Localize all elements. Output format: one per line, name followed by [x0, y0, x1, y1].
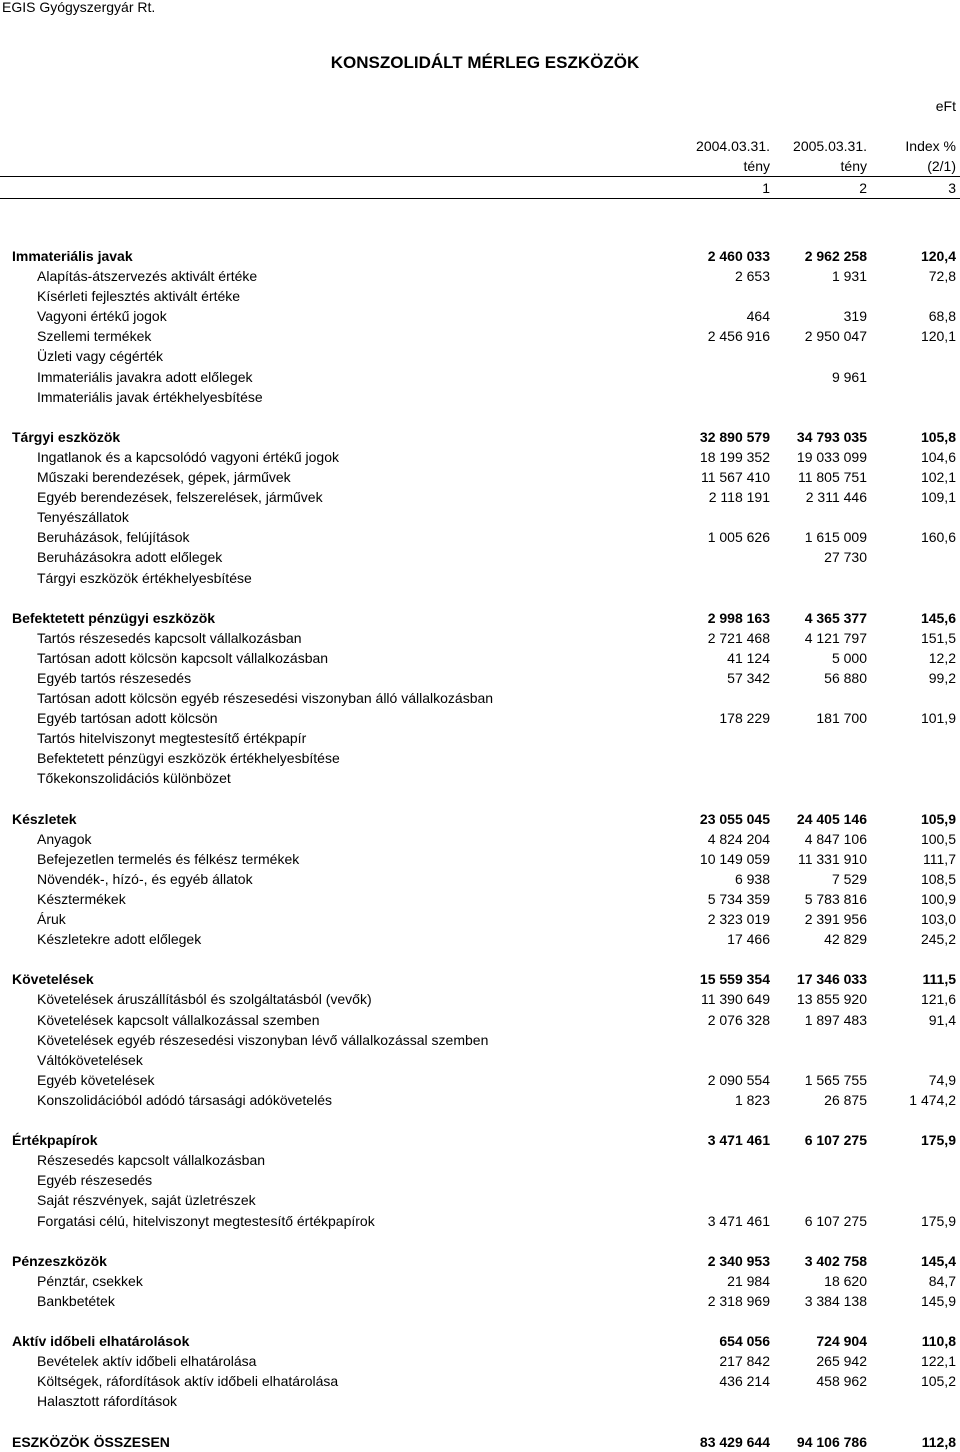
value-index: 121,6: [920, 991, 956, 1008]
table-row: [0, 1090, 960, 1110]
value-2005: 265 942: [816, 1353, 867, 1370]
value-index: 101,9: [920, 710, 956, 727]
value-index: 1 474,2: [909, 1091, 956, 1108]
value-index: 102,1: [920, 469, 956, 486]
value-index: 151,5: [920, 629, 956, 646]
row-label: Értékpapírok: [12, 1132, 98, 1149]
row-label: Készletek: [12, 810, 77, 827]
value-2005: 27 730: [824, 549, 867, 566]
value-2005: 6 107 275: [804, 1132, 867, 1149]
value-index: 68,8: [928, 308, 956, 325]
value-2005: 34 793 035: [796, 428, 867, 445]
value-index: 105,8: [920, 428, 956, 445]
section-total-row: [0, 969, 960, 989]
value-2005: 2 950 047: [804, 328, 867, 345]
table-row: [0, 1371, 960, 1391]
table-row: [0, 346, 960, 366]
row-label: Befektetett pénzügyi eszközök: [12, 609, 216, 626]
section-total-row: [0, 1130, 960, 1150]
value-2004: 57 342: [727, 669, 770, 686]
value-2005: 11 805 751: [797, 469, 867, 486]
value-2004: 17 466: [727, 931, 770, 948]
value-2004: 2 456 916: [707, 328, 770, 345]
spacer-row: [0, 588, 960, 608]
table-row: [0, 628, 960, 648]
row-label: Követelések kapcsolt vállalkozással szemben: [37, 1011, 320, 1028]
company-name: EGIS Gyógyszergyár Rt.: [2, 0, 156, 15]
row-label: Aktív időbeli elhatárolások: [12, 1333, 190, 1350]
row-label: Követelések: [12, 971, 94, 988]
row-label: Vagyoni értékű jogok: [37, 308, 167, 325]
value-2004: 2 118 191: [708, 489, 770, 506]
value-2005: 9 961: [831, 368, 867, 385]
row-label: Egyéb berendezések, felszerelések, járművek: [37, 489, 323, 506]
table-row: [0, 1050, 960, 1070]
value-2005: 5 000: [831, 649, 867, 666]
spacer-row: [0, 1231, 960, 1251]
table-row: [0, 849, 960, 869]
value-2005: 3 384 138: [804, 1292, 867, 1309]
value-2005: 3 402 758: [804, 1252, 867, 1269]
table-row: [0, 909, 960, 929]
row-label: Egyéb tartósan adott kölcsön: [37, 710, 218, 727]
value-2005: 17 346 033: [796, 971, 867, 988]
value-index: 175,9: [920, 1212, 956, 1229]
value-2005: 26 875: [824, 1091, 867, 1108]
row-label: Követelések áruszállításból és szolgáltatásból (vevők): [37, 991, 372, 1008]
row-label: Immateriális javak: [12, 248, 133, 264]
value-2004: 2 323 019: [707, 911, 770, 928]
value-2004: 21 984: [727, 1272, 770, 1289]
value-2005: 2 962 258: [804, 248, 867, 264]
page-title: KONSZOLIDÁLT MÉRLEG ESZKÖZÖK: [330, 53, 640, 72]
col2-number-header: 2: [859, 180, 867, 196]
table-row: [0, 989, 960, 1009]
value-2005: 6 107 275: [804, 1212, 867, 1229]
row-label: Egyéb tartós részesedés: [37, 669, 192, 686]
row-label: Tartós részesedés kapcsolt vállalkozásban: [37, 629, 302, 646]
value-index: 100,9: [920, 891, 956, 907]
value-2004: 2 318 969: [707, 1292, 770, 1309]
value-index: 145,6: [920, 609, 956, 626]
value-2005: 319: [843, 308, 867, 325]
value-index: 120,4: [920, 248, 956, 264]
value-2004: 4 824 204: [707, 830, 770, 847]
row-label: Konszolidációból adódó társasági adókövetelés: [37, 1091, 332, 1108]
value-index: 175,9: [920, 1132, 956, 1149]
spacer-row: [0, 1311, 960, 1331]
section-total-row: [0, 608, 960, 628]
value-index: 110,8: [921, 1333, 956, 1350]
col1-date-header: 2004.03.31.: [696, 138, 770, 154]
table-row: [0, 487, 960, 507]
row-label: Tartósan adott kölcsön egyéb részesedési viszonyban álló vállalkozásban: [37, 690, 494, 707]
table-row: [0, 266, 960, 286]
value-2005: 7 529: [831, 870, 867, 887]
row-label: Tenyészállatok: [37, 509, 129, 526]
currency-unit: eFt: [935, 98, 956, 114]
value-2005: 24 405 146: [796, 810, 867, 827]
table-row: [0, 1291, 960, 1311]
row-label: Befejezetlen termelés és félkész termékek: [37, 850, 300, 867]
value-2004: 436 214: [719, 1373, 770, 1390]
table-row: [0, 326, 960, 346]
row-label: Tartósan adott kölcsön kapcsolt vállalkozásban: [37, 649, 329, 666]
value-2005: 1 897 483: [804, 1011, 867, 1028]
table-row: [0, 929, 960, 949]
value-2004: 10 149 059: [699, 850, 770, 867]
col1-number-header: 1: [762, 180, 770, 196]
table-row: [0, 306, 960, 326]
table-row: [0, 367, 960, 387]
value-index: 120,1: [920, 328, 956, 345]
value-2004: 2 998 163: [707, 609, 770, 626]
row-label: Kísérleti fejlesztés aktivált értéke: [37, 288, 241, 305]
value-index: 100,5: [920, 830, 956, 847]
table-row: [0, 547, 960, 567]
value-2004: 178 229: [719, 710, 770, 727]
value-2004: 217 842: [719, 1353, 770, 1370]
row-label: Tőkekonszolidációs különbözet: [37, 770, 231, 787]
value-2005: 2 311 446: [805, 489, 867, 506]
value-index: 109,1: [920, 489, 956, 506]
row-label: Alapítás-átszervezés aktivált értéke: [37, 268, 258, 285]
value-index: 12,2: [928, 649, 956, 666]
value-2005: 1 615 009: [804, 529, 867, 546]
value-2004: 1 005 626: [707, 529, 770, 546]
row-label: Immateriális javakra adott előlegek: [37, 368, 253, 385]
spacer-row: [0, 407, 960, 427]
value-2005: 4 847 106: [804, 830, 867, 847]
column-number-divider: [0, 198, 960, 199]
col2-type-header: tény: [840, 158, 867, 174]
value-2004: 2 653: [734, 268, 770, 285]
row-label: Beruházások, felújítások: [37, 529, 190, 546]
table-row: [0, 568, 960, 588]
row-label: Szellemi termékek: [37, 328, 152, 345]
value-2004: 654 056: [719, 1333, 770, 1350]
value-index: 72,8: [928, 268, 956, 285]
row-label: Bevételek aktív időbeli elhatárolása: [37, 1353, 257, 1370]
value-index: 245,2: [920, 931, 956, 948]
col1-type-header: tény: [743, 158, 770, 174]
row-label: Tárgyi eszközök: [12, 428, 121, 445]
value-2005: 1 565 755: [804, 1071, 867, 1088]
table-row: [0, 1170, 960, 1190]
value-2004: 2 721 468: [707, 629, 770, 646]
table-row: [0, 748, 960, 768]
value-2004: 3 471 461: [707, 1212, 770, 1229]
value-2004: 18 199 352: [699, 448, 770, 465]
col3-index-header: Index %: [905, 138, 956, 154]
value-2005: 13 855 920: [796, 991, 867, 1008]
table-row: [0, 668, 960, 688]
table-row: [0, 507, 960, 527]
section-total-row: [0, 427, 960, 447]
table-row: [0, 387, 960, 407]
table-row: [0, 728, 960, 748]
value-2004: 5 734 359: [707, 891, 770, 907]
value-2004: 83 429 644: [699, 1433, 770, 1450]
value-2004: 2 340 953: [707, 1252, 770, 1269]
value-2005: 724 904: [816, 1333, 867, 1350]
row-label: Ingatlanok és a kapcsolódó vagyoni értékű jogok: [37, 448, 339, 465]
table-row: [0, 527, 960, 547]
value-index: 105,9: [920, 810, 956, 827]
row-label: Üzleti vagy cégérték: [37, 348, 164, 365]
value-2004: 41 124: [727, 649, 770, 666]
value-2004: 11 390 649: [700, 991, 770, 1008]
table-row: [0, 1030, 960, 1050]
table-row: [0, 1010, 960, 1030]
value-2004: 1 823: [734, 1091, 770, 1108]
value-index: 105,2: [920, 1373, 956, 1390]
row-label: Beruházásokra adott előlegek: [37, 549, 223, 566]
value-2004: 2 076 328: [707, 1011, 770, 1028]
value-2005: 42 829: [824, 931, 867, 948]
value-index: 122,1: [920, 1353, 956, 1370]
row-label: Műszaki berendezések, gépek, járművek: [37, 469, 291, 486]
row-label: Immateriális javak értékhelyesbítése: [37, 388, 263, 405]
table-row: [0, 1391, 960, 1411]
table-row: [0, 286, 960, 306]
section-total-row: [0, 1251, 960, 1271]
row-label: Halasztott ráfordítások: [37, 1393, 178, 1410]
value-2005: 1 931: [831, 268, 867, 285]
col2-date-header: 2005.03.31.: [793, 138, 867, 154]
row-label: Saját részvények, saját üzletrészek: [37, 1192, 256, 1209]
section-total-row: [0, 246, 960, 266]
section-total-row: [0, 809, 960, 829]
value-2005: 56 880: [824, 669, 867, 686]
value-index: 145,4: [920, 1252, 956, 1269]
table-row: [0, 447, 960, 467]
value-index: 104,6: [920, 448, 956, 465]
value-2005: 94 106 786: [796, 1433, 867, 1450]
header-divider: [0, 176, 960, 177]
row-label: Késztermékek: [37, 891, 126, 907]
value-index: 103,0: [920, 911, 956, 928]
value-2005: 11 331 910: [797, 850, 867, 867]
table-row: [0, 1211, 960, 1231]
row-label: Anyagok: [37, 830, 92, 847]
balance-sheet-table: [0, 246, 960, 1452]
row-label: ESZKÖZÖK ÖSSZESEN: [12, 1433, 170, 1450]
value-index: 111,7: [923, 850, 956, 867]
value-2004: 32 890 579: [699, 428, 770, 445]
spacer-row: [0, 789, 960, 809]
value-2005: 19 033 099: [796, 448, 867, 465]
row-label: Költségek, ráfordítások aktív időbeli elhatárolása: [37, 1373, 339, 1390]
value-index: 99,2: [928, 669, 956, 686]
row-label: Pénztár, csekkek: [37, 1272, 143, 1289]
value-index: 108,5: [920, 870, 956, 887]
table-row: [0, 1351, 960, 1371]
table-row: [0, 889, 960, 909]
value-index: 74,9: [928, 1071, 956, 1088]
row-label: Egyéb részesedés: [37, 1172, 153, 1189]
value-2005: 18 620: [824, 1272, 867, 1289]
row-label: Forgatási célú, hitelviszonyt megtestesítő értékpapírok: [37, 1212, 375, 1229]
table-row: [0, 1271, 960, 1291]
value-2004: 2 460 033: [707, 248, 770, 264]
row-label: Követelések egyéb részesedési viszonyban lévő vállalkozással szemben: [37, 1031, 489, 1048]
table-row: [0, 688, 960, 708]
value-2004: 3 471 461: [707, 1132, 770, 1149]
row-label: Növendék-, hízó-, és egyéb állatok: [37, 870, 253, 887]
value-2005: 181 700: [816, 710, 867, 727]
value-2004: 11 567 410: [700, 469, 770, 486]
value-2005: 458 962: [816, 1373, 867, 1390]
value-2004: 464: [746, 308, 770, 325]
row-label: Tartós hitelviszonyt megtestesítő értékpapír: [37, 730, 307, 747]
value-2005: 4 365 377: [804, 609, 867, 626]
value-index: 145,9: [920, 1292, 956, 1309]
value-index: 160,6: [920, 529, 956, 546]
table-row: [0, 869, 960, 889]
table-row: [0, 1070, 960, 1090]
spacer-row: [0, 1110, 960, 1130]
table-row: [0, 1190, 960, 1210]
col3-number-header: 3: [948, 180, 956, 196]
section-total-row: [0, 1331, 960, 1351]
value-2004: 6 938: [734, 870, 770, 887]
table-row: [0, 768, 960, 788]
row-label: Befektetett pénzügyi eszközök értékhelyesbítése: [37, 750, 340, 767]
col3-type-header: (2/1): [927, 158, 956, 174]
value-index: 84,7: [928, 1272, 956, 1289]
section-total-row: [0, 1432, 960, 1452]
row-label: Pénzeszközök: [12, 1252, 107, 1269]
value-2004: 23 055 045: [699, 810, 770, 827]
table-row: [0, 829, 960, 849]
value-2005: 4 121 797: [804, 629, 867, 646]
row-label: Bankbetétek: [37, 1292, 115, 1309]
spacer-row: [0, 1411, 960, 1431]
row-label: Részesedés kapcsolt vállalkozásban: [37, 1152, 266, 1169]
table-row: [0, 708, 960, 728]
row-label: Váltókövetelések: [37, 1051, 143, 1068]
value-2004: 2 090 554: [707, 1071, 770, 1088]
table-row: [0, 648, 960, 668]
row-label: Áruk: [37, 911, 66, 928]
value-index: 111,5: [922, 971, 956, 988]
row-label: Egyéb követelések: [37, 1071, 155, 1088]
value-index: 91,4: [928, 1011, 956, 1028]
value-2005: 2 391 956: [804, 911, 867, 928]
row-label: Tárgyi eszközök értékhelyesbítése: [37, 569, 252, 586]
value-index: 112,8: [921, 1433, 956, 1450]
row-label: Készletekre adott előlegek: [37, 931, 202, 948]
value-2004: 15 559 354: [699, 971, 770, 988]
value-2005: 5 783 816: [804, 891, 867, 907]
table-row: [0, 1150, 960, 1170]
spacer-row: [0, 949, 960, 969]
table-row: [0, 467, 960, 487]
